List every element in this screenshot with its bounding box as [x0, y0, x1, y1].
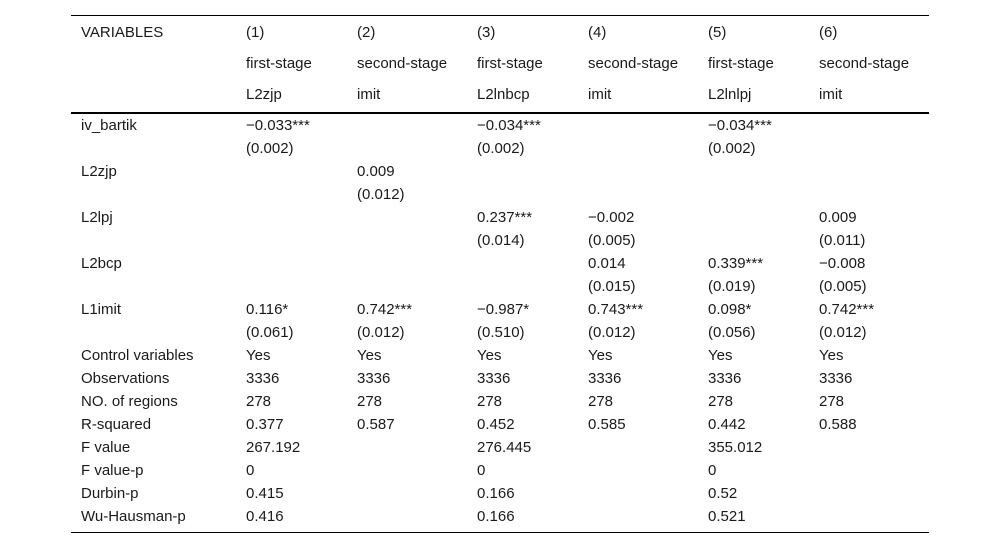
- body-cell-col4: 0.585: [588, 416, 626, 433]
- body-row: [71, 482, 929, 505]
- header-cell-col1: first-stage: [246, 55, 312, 72]
- body-cell-col2: 0.587: [357, 416, 395, 433]
- body-row: [71, 160, 929, 183]
- body-cell-col5: 3336: [708, 370, 742, 387]
- body-row-label: iv_bartik: [81, 117, 137, 134]
- header-row: [71, 17, 929, 48]
- body-row: [71, 183, 929, 206]
- header-cell-col3: (3): [477, 24, 496, 41]
- body-cell-col1: 0.416: [246, 508, 284, 525]
- body-row: [71, 413, 929, 436]
- body-cell-col4: Yes: [588, 347, 613, 364]
- body-row: [71, 367, 929, 390]
- header-cell-col6: second-stage: [819, 55, 910, 72]
- body-row-label: Control variables: [81, 347, 194, 364]
- body-row-label: R-squared: [81, 416, 152, 433]
- body-cell-col3: 276.445: [477, 439, 532, 456]
- body-cell-col3: (0.014): [477, 232, 525, 249]
- header-cell-col5: first-stage: [708, 55, 774, 72]
- body-row-label: L1imit: [81, 301, 122, 318]
- body-cell-col6: Yes: [819, 347, 844, 364]
- header-row: [71, 79, 929, 110]
- body-cell-col2: 0.742***: [357, 301, 413, 318]
- body-cell-col2: (0.012): [357, 186, 405, 203]
- body-cell-col3: 3336: [477, 370, 511, 387]
- body-row: [71, 229, 929, 252]
- body-cell-col4: (0.012): [588, 324, 636, 341]
- body-row-label: Durbin-p: [81, 485, 139, 502]
- body-cell-col1: 0.415: [246, 485, 284, 502]
- header-cell-col6: imit: [819, 86, 843, 103]
- body-row-label: Wu-Hausman-p: [81, 508, 186, 525]
- body-cell-col5: 0.521: [708, 508, 746, 525]
- body-cell-col5: 0.339***: [708, 255, 764, 272]
- body-cell-col4: 0.743***: [588, 301, 644, 318]
- body-cell-col2: Yes: [357, 347, 382, 364]
- body-cell-col2: (0.012): [357, 324, 405, 341]
- body-cell-col3: −0.987*: [477, 301, 530, 318]
- header-cell-col5: (5): [708, 24, 727, 41]
- body-cell-col1: (0.061): [246, 324, 294, 341]
- body-row: [71, 298, 929, 321]
- body-row: [71, 344, 929, 367]
- header-cell-col1: (1): [246, 24, 265, 41]
- body-cell-col6: 0.742***: [819, 301, 875, 318]
- header-cell-col2: imit: [357, 86, 381, 103]
- body-cell-col6: 0.009: [819, 209, 857, 226]
- header-cell-col3: L2lnbcp: [477, 86, 530, 103]
- body-cell-col5: −0.034***: [708, 117, 772, 134]
- body-cell-col6: 3336: [819, 370, 853, 387]
- body-cell-col1: 0: [246, 462, 255, 479]
- body-cell-col3: 0.166: [477, 485, 515, 502]
- body-row: [71, 137, 929, 160]
- body-cell-col5: 355.012: [708, 439, 763, 456]
- body-cell-col3: 0: [477, 462, 486, 479]
- body-cell-col6: (0.005): [819, 278, 867, 295]
- body-cell-col1: 0.116*: [246, 301, 289, 318]
- body-cell-col5: 0.52: [708, 485, 738, 502]
- header-cell-col5: L2lnlpj: [708, 86, 752, 103]
- body-cell-col4: 3336: [588, 370, 622, 387]
- body-row: [71, 459, 929, 482]
- body-cell-col3: 0.237***: [477, 209, 533, 226]
- body-cell-col4: (0.005): [588, 232, 636, 249]
- header-cell-col4: imit: [588, 86, 612, 103]
- body-cell-col3: 0.452: [477, 416, 515, 433]
- body-cell-col5: 278: [708, 393, 734, 410]
- body-row: [71, 321, 929, 344]
- body-cell-col6: −0.008: [819, 255, 866, 272]
- table-body: [71, 114, 929, 532]
- table-bottom-rule: [71, 532, 929, 533]
- header-cell-col2: second-stage: [357, 55, 448, 72]
- body-row-label: L2zjp: [81, 163, 117, 180]
- body-cell-col1: Yes: [246, 347, 271, 364]
- body-row: [71, 275, 929, 298]
- body-cell-col5: 0.442: [708, 416, 746, 433]
- body-cell-col5: 0.098*: [708, 301, 752, 318]
- body-row-label: NO. of regions: [81, 393, 178, 410]
- body-cell-col3: (0.510): [477, 324, 525, 341]
- body-cell-col6: 0.588: [819, 416, 857, 433]
- header-cell-col6: (6): [819, 24, 838, 41]
- body-cell-col3: (0.002): [477, 140, 525, 157]
- body-cell-col5: (0.002): [708, 140, 756, 157]
- body-cell-col1: 267.192: [246, 439, 301, 456]
- header-cell-col2: (2): [357, 24, 376, 41]
- body-cell-col3: Yes: [477, 347, 502, 364]
- body-row-label: L2bcp: [81, 255, 122, 272]
- table-header: [71, 16, 929, 112]
- header-row-label: VARIABLES: [81, 24, 164, 41]
- body-cell-col1: 278: [246, 393, 272, 410]
- header-cell-col4: (4): [588, 24, 607, 41]
- body-cell-col2: 3336: [357, 370, 391, 387]
- body-row: [71, 390, 929, 413]
- body-row-label: F value: [81, 439, 131, 456]
- body-cell-col4: −0.002: [588, 209, 635, 226]
- body-cell-col1: 3336: [246, 370, 280, 387]
- body-cell-col5: (0.019): [708, 278, 756, 295]
- header-row: [71, 48, 929, 79]
- body-cell-col5: 0: [708, 462, 717, 479]
- body-cell-col5: Yes: [708, 347, 733, 364]
- header-cell-col3: first-stage: [477, 55, 543, 72]
- body-cell-col1: (0.002): [246, 140, 294, 157]
- body-cell-col2: 278: [357, 393, 383, 410]
- body-row-label: L2lpj: [81, 209, 113, 226]
- body-row: [71, 505, 929, 528]
- body-row-label: Observations: [81, 370, 170, 387]
- regression-table: [71, 15, 929, 533]
- body-cell-col3: 0.166: [477, 508, 515, 525]
- body-cell-col5: (0.056): [708, 324, 756, 341]
- body-row-label: F value-p: [81, 462, 144, 479]
- body-cell-col3: −0.034***: [477, 117, 541, 134]
- body-cell-col6: 278: [819, 393, 845, 410]
- body-row: [71, 436, 929, 459]
- body-cell-col6: (0.012): [819, 324, 867, 341]
- body-cell-col1: −0.033***: [246, 117, 310, 134]
- body-cell-col6: (0.011): [819, 232, 866, 249]
- header-cell-col1: L2zjp: [246, 86, 282, 103]
- body-row: [71, 206, 929, 229]
- body-cell-col2: 0.009: [357, 163, 395, 180]
- body-cell-col4: (0.015): [588, 278, 636, 295]
- body-cell-col3: 278: [477, 393, 503, 410]
- body-row: [71, 114, 929, 137]
- body-cell-col4: 0.014: [588, 255, 626, 272]
- body-row: [71, 252, 929, 275]
- body-cell-col1: 0.377: [246, 416, 284, 433]
- header-cell-col4: second-stage: [588, 55, 679, 72]
- body-cell-col4: 278: [588, 393, 614, 410]
